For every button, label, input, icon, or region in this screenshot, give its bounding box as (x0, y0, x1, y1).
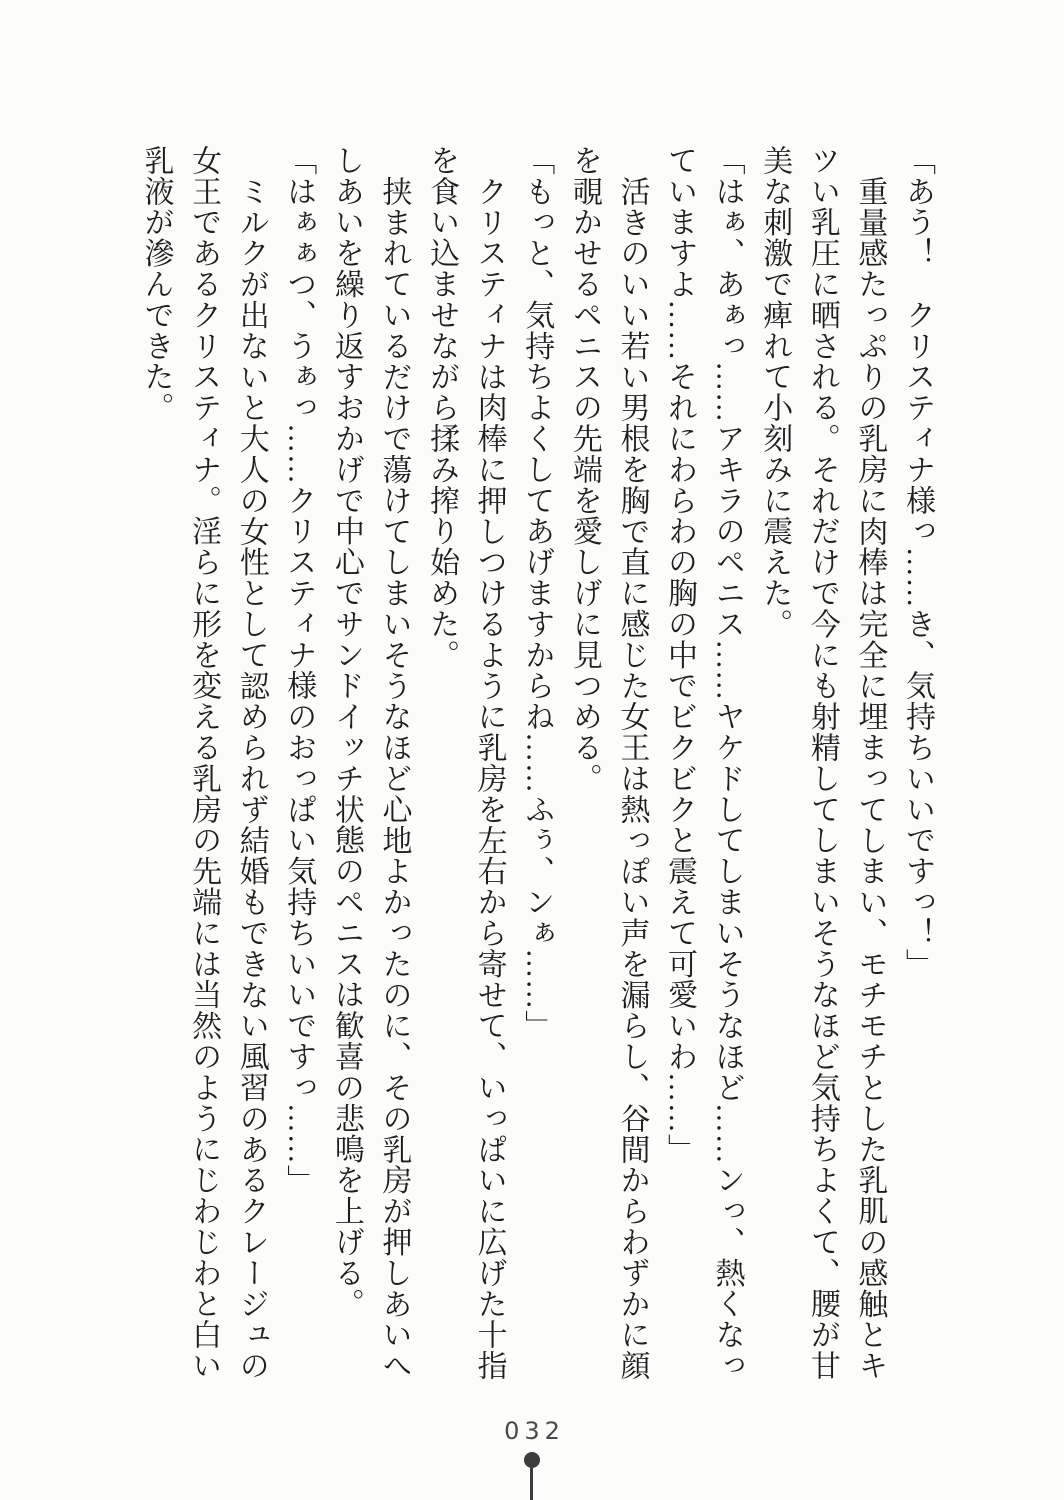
paragraph-dialogue: 「はぁ、あぁっ……アキラのペニス……ヤケドしてしまいそうなほど……ンっ、熱くなっていますよ……それにわらわの胸の中でビクビクと震えて可愛いわ……」 (663, 145, 744, 1381)
paragraph-dialogue: 「もっと、気持ちよくしてあげますからね……ふぅ、ンぁ……」 (520, 145, 554, 1042)
page-number: 032 (504, 1417, 565, 1445)
paragraph-narrative: 重量感たっぷりの乳房に肉棒は完全に埋まってしまい、モチモチとした乳肌の感触とキツい乳圧に晒される。それだけで今にも射精してしまいそうなほど気持ちよくて、腰が甘美な刺激で痺れて小刻みに震えた。 (758, 145, 887, 1382)
paragraph-narrative: クリスティナは肉棒に押しつけるように乳房を左右から寄せて、いっぱいに広げた十指を食い込ませながら揉み搾り始めた。 (425, 145, 506, 1382)
body-text (131, 145, 941, 1385)
ornament-stem-line (530, 1466, 533, 1500)
paragraph-narrative: ミルクが出ないと大人の女性として認められず結婚もできない風習のあるクレージュの女王であるクリスティナ。淫らに形を変える乳房の先端には当然のようにじわじわと白い乳液が滲んできた。 (139, 145, 268, 1382)
paragraph-dialogue: 「はぁぁつ、うぁっ……クリスティナ様のおっぱい気持ちいいですっ……」 (282, 145, 316, 1196)
paragraph-narrative: 挟まれているだけで蕩けてしまいそうなほど心地よかったのに、その乳房が押しあいへしあいを繰り返すおかげで中心でサンドイッチ状態のペニスは歓喜の悲鳴を上げる。 (329, 145, 411, 1382)
paragraph-narrative: 活きのいい若い男根を胸で直に感じた女王は熱っぽい声を漏らし、谷間からわずかに顔を覗かせるペニスの先端を愛しげに見つめる。 (567, 145, 649, 1382)
paragraph-dialogue: 「あう！ クリスティナ様っ……き、気持ちいいですっ！」 (901, 145, 934, 980)
